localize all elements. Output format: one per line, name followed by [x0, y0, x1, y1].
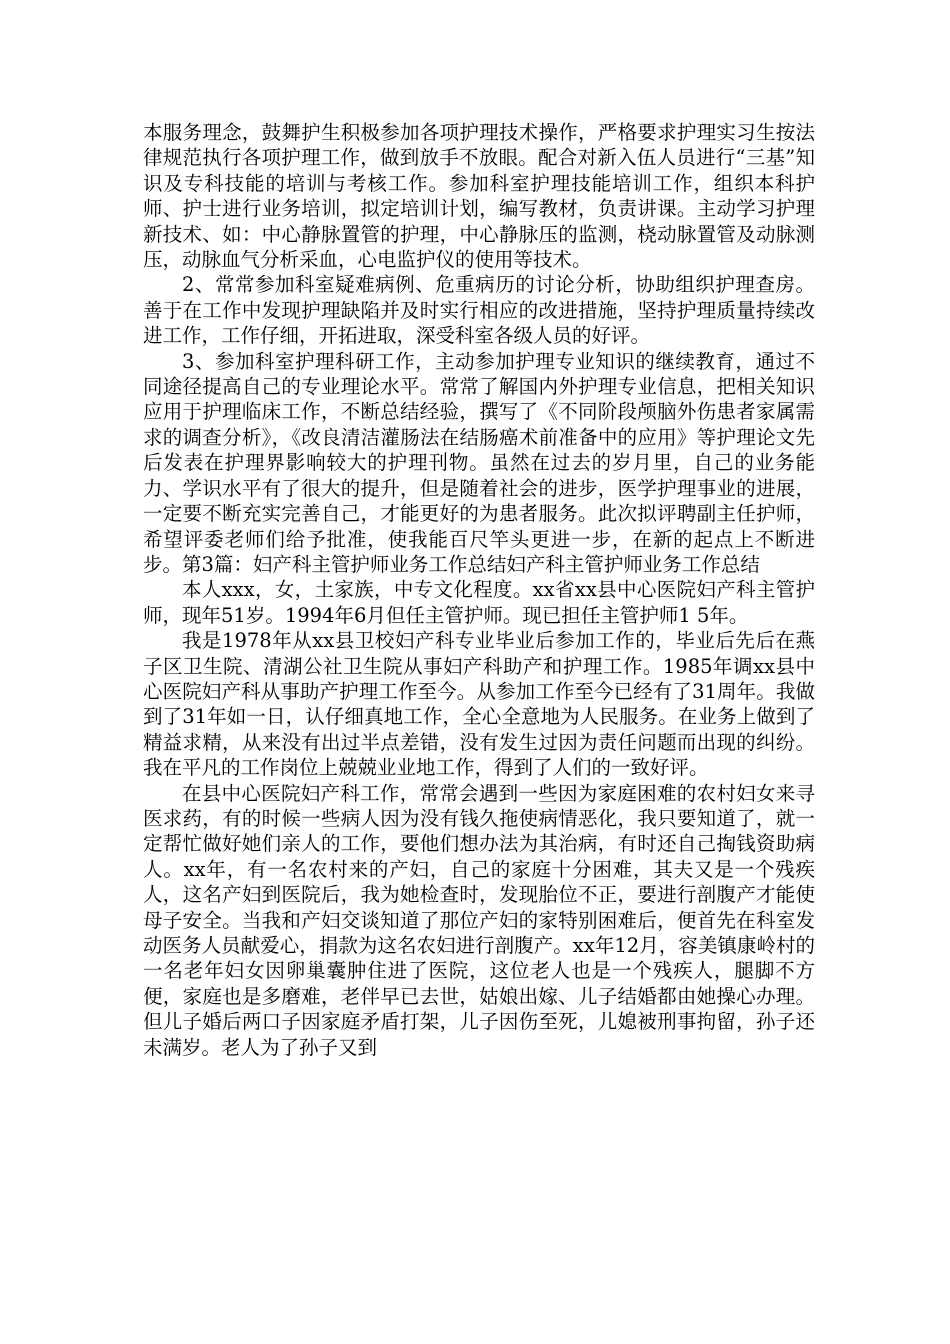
paragraph-3: 3、参加科室护理科研工作，主动参加护理专业知识的继续教育，通过不同途径提高自己的专业理论水平。常常了解国内外护理专业信息，把相关知识应用于护理临床工作，不断总结经验，撰写了《不同阶段颅脑外伤患者家属需求的调查分析》，《改良清洁灌肠法在结肠癌术前准备中的应用》等护理论文先后发表在护理界影响较大的护理刊物。虽然在过去的岁月里，自己的业务能力、学识水平有了很大的提升，但是随着社会的进步，医学护理事业的进展，一定要不断充实完善自己，才能更好的为患者服务。此次拟评聘副主任护师，希望评委老师们给予批准，使我能百尺竿头更进一步，在新的起点上不断进步。第3篇：妇产科主管护师业务工作总结妇产科主管护师业务工作总结 — [143, 349, 815, 576]
paragraph-4: 本人xxx，女，土家族，中专文化程度。xx省xx县中心医院妇产科主管护师，现年51岁。1994年6月但任主管护师。现已担任主管护师1 5年。 — [143, 578, 815, 627]
paragraph-5: 我是1978年从xx县卫校妇产科专业毕业后参加工作的，毕业后先后在燕子区卫生院、清湖公社卫生院从事妇产科助产和护理工作。1985年调xx县中心医院妇产科从事助产护理工作至今。从参加工作至今已经有了31周年。我做到了31年如一日，认仔细真地工作，全心全意地为人民服务。在业务上做到了精益求精，从来没有出过半点差错，没有发生过因为责任问题而出现的纠纷。我在平凡的工作岗位上兢兢业业地工作，得到了人们的一致好评。 — [143, 629, 815, 780]
paragraph-2: 2、常常参加科室疑难病例、危重病历的讨论分析，协助组织护理查房。善于在工作中发现护理缺陷并及时实行相应的改进措施，坚持护理质量持续改进工作，工作仔细，开拓进取，深受科室各级人员的好评。 — [143, 273, 815, 348]
document-page — [143, 120, 815, 1060]
paragraph-1: 本服务理念，鼓舞护生积极参加各项护理技术操作，严格要求护理实习生按法律规范执行各项护理工作，做到放手不放眼。配合对新入伍人员进行“三基”知识及专科技能的培训与考核工作。参加科室护理技能培训工作，组织本科护师、护士进行业务培训，拟定培训计划，编写教材，负责讲课。主动学习护理新技术、如：中心静脉置管的护理，中心静脉压的监测，桡动脉置管及动脉测压，动脉血气分析采血，心电监护仪的使用等技术。 — [143, 121, 815, 272]
paragraph-6: 在县中心医院妇产科工作，常常会遇到一些因为家庭困难的农村妇女来寻医求药，有的时候一些病人因为没有钱久拖使病情恶化，我只要知道了，就一定帮忙做好她们亲人的工作，要他们想办法为其治病，有时还自己掏钱资助病人。xx年，有一名农村来的产妇，自己的家庭十分困难，其夫又是一个残疾人，这名产妇到医院后，我为她检查时，发现胎位不正，要进行剖腹产才能使母子安全。当我和产妇交谈知道了那位产妇的家特别困难后，便首先在科室发动医务人员献爱心，捐款为这名农妇进行剖腹产。xx年12月，容美镇康岭村的一名老年妇女因卵巢囊肿住进了医院，这位老人也是一个残疾人，腿脚不方便，家庭也是多磨难，老伴早已去世，姑娘出嫁、儿子结婚都由她操心办理。但儿子婚后两口子因家庭矛盾打架，儿子因伤至死，儿媳被刑事拘留，孙子还未满岁。老人为了孙子又到 — [143, 781, 815, 1059]
